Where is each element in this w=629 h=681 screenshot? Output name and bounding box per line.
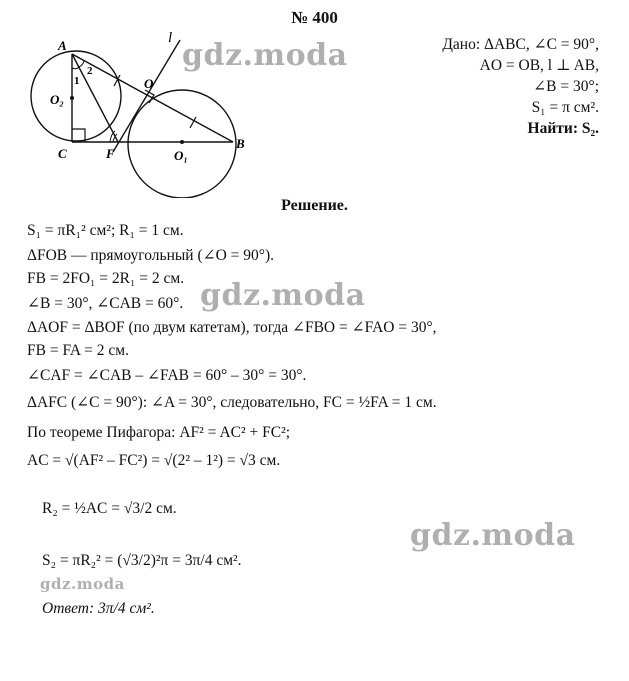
solution-line: По теореме Пифагора: AF² = AC² + FC²; bbox=[27, 424, 291, 441]
problem-number: № 400 bbox=[291, 8, 338, 27]
solution-line: S₁ = πR₁² см²; R₁ = 1 см. bbox=[27, 222, 184, 239]
label-1: 1 bbox=[74, 75, 80, 87]
given-line: S₁ = π см². bbox=[531, 99, 599, 116]
solution-line: FB = FA = 2 см. bbox=[27, 342, 129, 359]
solution-line: ∠CAF = ∠CAB – ∠FAB = 60° – 30° = 30°. bbox=[27, 367, 307, 384]
watermark: gdz.moda bbox=[410, 518, 576, 553]
line-l bbox=[113, 40, 180, 152]
label-f: F bbox=[106, 146, 115, 161]
watermark: gdz.moda bbox=[40, 575, 125, 593]
label-o2: O₂ bbox=[50, 92, 64, 107]
find-line: Найти: S₂. bbox=[527, 120, 599, 137]
solution-heading: Решение. bbox=[281, 197, 348, 214]
angle-arc-1 bbox=[72, 67, 79, 69]
solution-line: S₂ = πR₂² = (√3/2)²π = 3π/4 см². bbox=[42, 552, 242, 569]
label-o: O bbox=[144, 76, 154, 91]
label-c: C bbox=[58, 146, 67, 161]
solution-line: ΔAFC (∠C = 90°): ∠A = 30°, следовательно, FC = ½FA = 1 см. bbox=[27, 394, 437, 411]
solution-line: ΔFOB — прямоугольный (∠O = 90°). bbox=[27, 247, 275, 264]
given-line: AO = OB, l ⊥ AB, bbox=[479, 57, 599, 74]
solution-line: FB = 2FO₁ = 2R₁ = 2 см. bbox=[27, 270, 185, 287]
label-a: A bbox=[58, 38, 67, 53]
point-o2 bbox=[70, 96, 74, 100]
solution-line: R₂ = ½AC = √3/2 см. bbox=[42, 500, 177, 517]
angle-arc-2 bbox=[79, 61, 84, 67]
given-line: Дано: ΔABC, ∠C = 90°, bbox=[442, 36, 599, 53]
solution-line: ∠B = 30°, ∠CAB = 60°. bbox=[27, 295, 184, 312]
label-o1: O₁ bbox=[174, 148, 188, 163]
solution-line: ΔAOF = ΔBOF (по двум катетам), тогда ∠FBO = ∠FAO = 30°, bbox=[27, 319, 437, 336]
label-b: B bbox=[236, 136, 245, 151]
circle-o2 bbox=[31, 51, 121, 141]
solution-line: AC = √(AF² – FC²) = √(2² – 1²) = √3 см. bbox=[27, 452, 281, 469]
watermark: gdz.moda bbox=[182, 38, 348, 73]
answer-line: Ответ: 3π/4 см². bbox=[42, 600, 155, 617]
given-line: ∠B = 30°; bbox=[533, 78, 599, 95]
watermark: gdz.moda bbox=[200, 278, 366, 313]
label-2: 2 bbox=[87, 65, 93, 77]
point-o1 bbox=[180, 140, 184, 144]
label-l: l bbox=[168, 30, 173, 46]
given-block bbox=[442, 34, 599, 139]
